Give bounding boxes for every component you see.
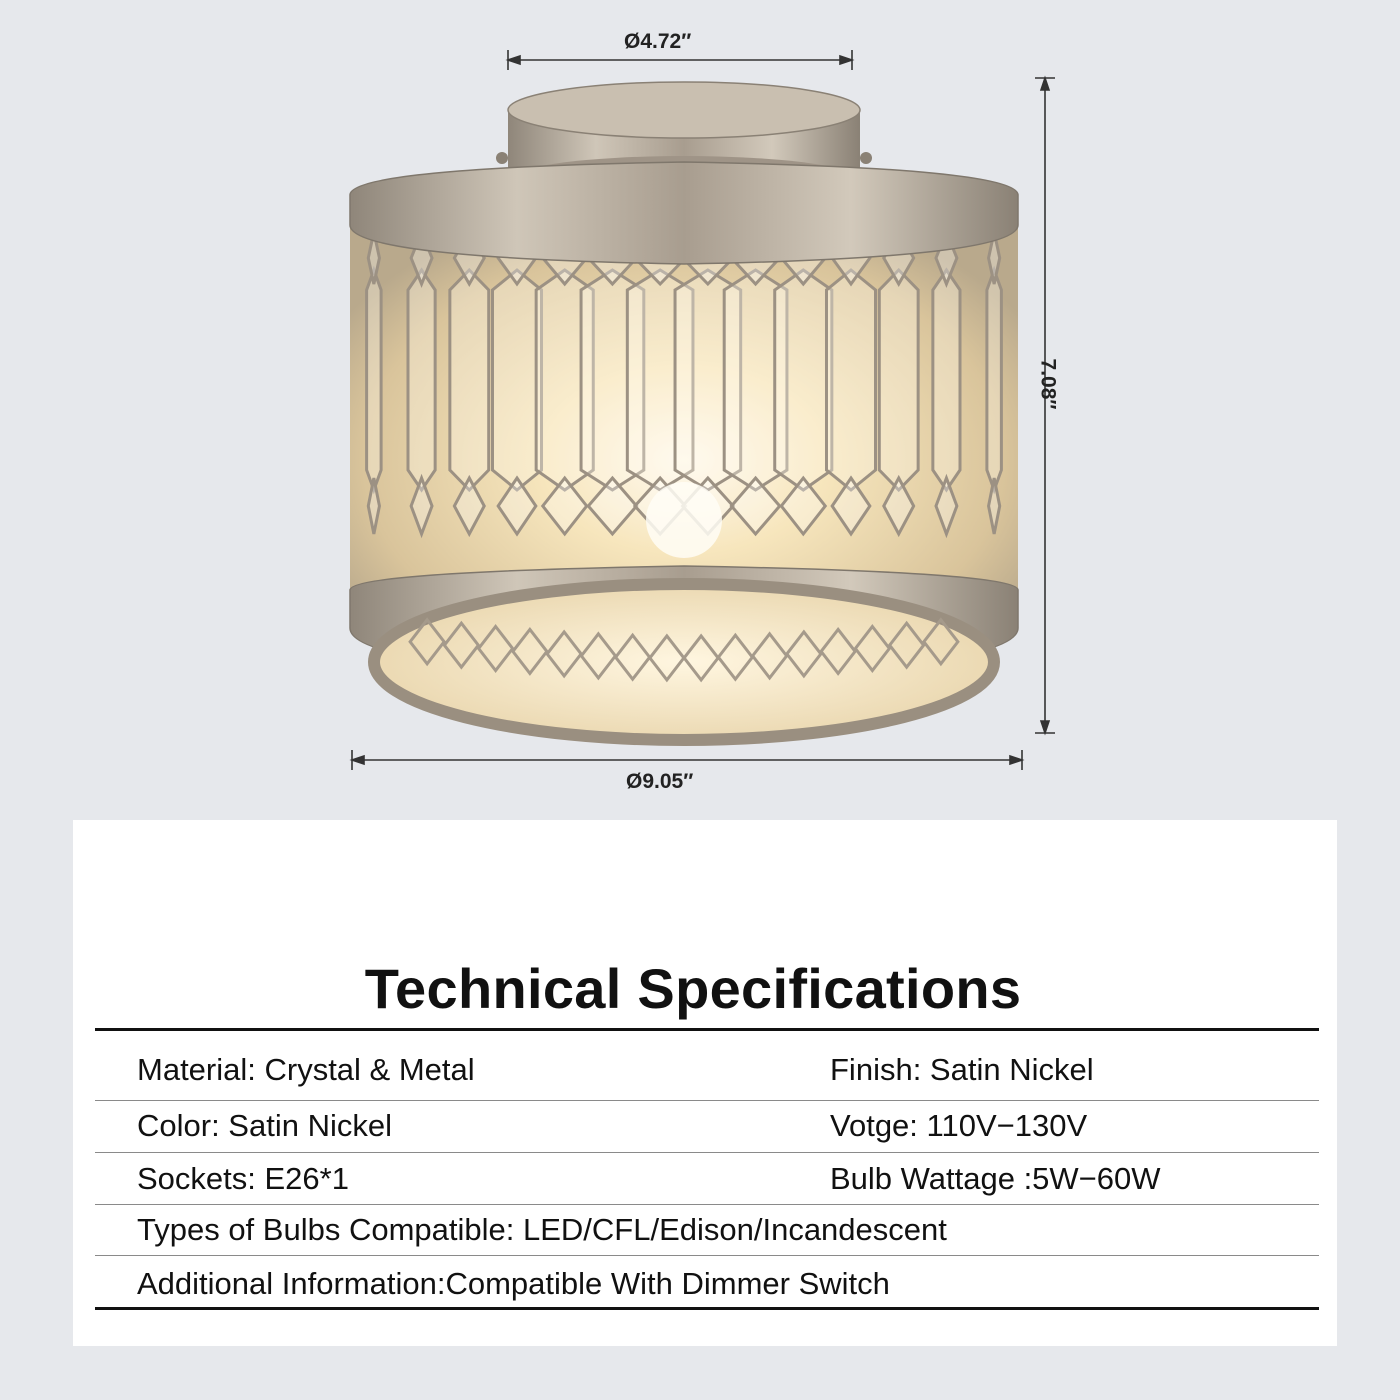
crystal-prism bbox=[367, 270, 381, 490]
top-diameter-label: Ø4.72″ bbox=[624, 30, 692, 53]
spec-bulb-types: Types of Bulbs Compatible: LED/CFL/Edison/Incandescent bbox=[137, 1212, 947, 1247]
spec-sockets: Sockets: E26*1 bbox=[137, 1161, 349, 1196]
crystal-prism bbox=[987, 270, 1001, 490]
spec-finish: Finish: Satin Nickel bbox=[830, 1052, 1094, 1087]
table-top-rule bbox=[95, 1028, 1319, 1031]
spec-color: Color: Satin Nickel bbox=[137, 1108, 392, 1143]
height-label: 7.08″ bbox=[1036, 358, 1060, 410]
table-row-divider bbox=[95, 1100, 1319, 1101]
table-row-divider bbox=[95, 1152, 1319, 1153]
table-row-divider bbox=[95, 1255, 1319, 1256]
dimension-line-bottom bbox=[352, 750, 1022, 770]
crystal-prism bbox=[450, 270, 489, 490]
crystal-prism bbox=[492, 270, 541, 490]
spec-panel bbox=[73, 820, 1337, 1346]
top-metal-band bbox=[350, 162, 1018, 264]
spec-voltage: Votge: 110V−130V bbox=[830, 1108, 1088, 1143]
crystal-prism bbox=[775, 270, 832, 490]
crystal-prism bbox=[408, 270, 435, 490]
crystal-prism bbox=[933, 270, 960, 490]
table-row-divider bbox=[95, 1204, 1319, 1205]
crystal-prism bbox=[826, 270, 875, 490]
bottom-diameter-label: Ø9.05″ bbox=[626, 770, 694, 793]
spec-title: Technical Specifications bbox=[364, 957, 1022, 1020]
spec-material: Material: Crystal & Metal bbox=[137, 1052, 475, 1087]
bulb-glow bbox=[646, 482, 722, 558]
crystal-prism bbox=[879, 270, 918, 490]
spec-additional-info: Additional Information:Compatible With Dimmer Switch bbox=[137, 1266, 890, 1301]
table-bottom-rule bbox=[95, 1307, 1319, 1310]
spec-bulb-wattage: Bulb Wattage :5W−60W bbox=[830, 1161, 1161, 1196]
